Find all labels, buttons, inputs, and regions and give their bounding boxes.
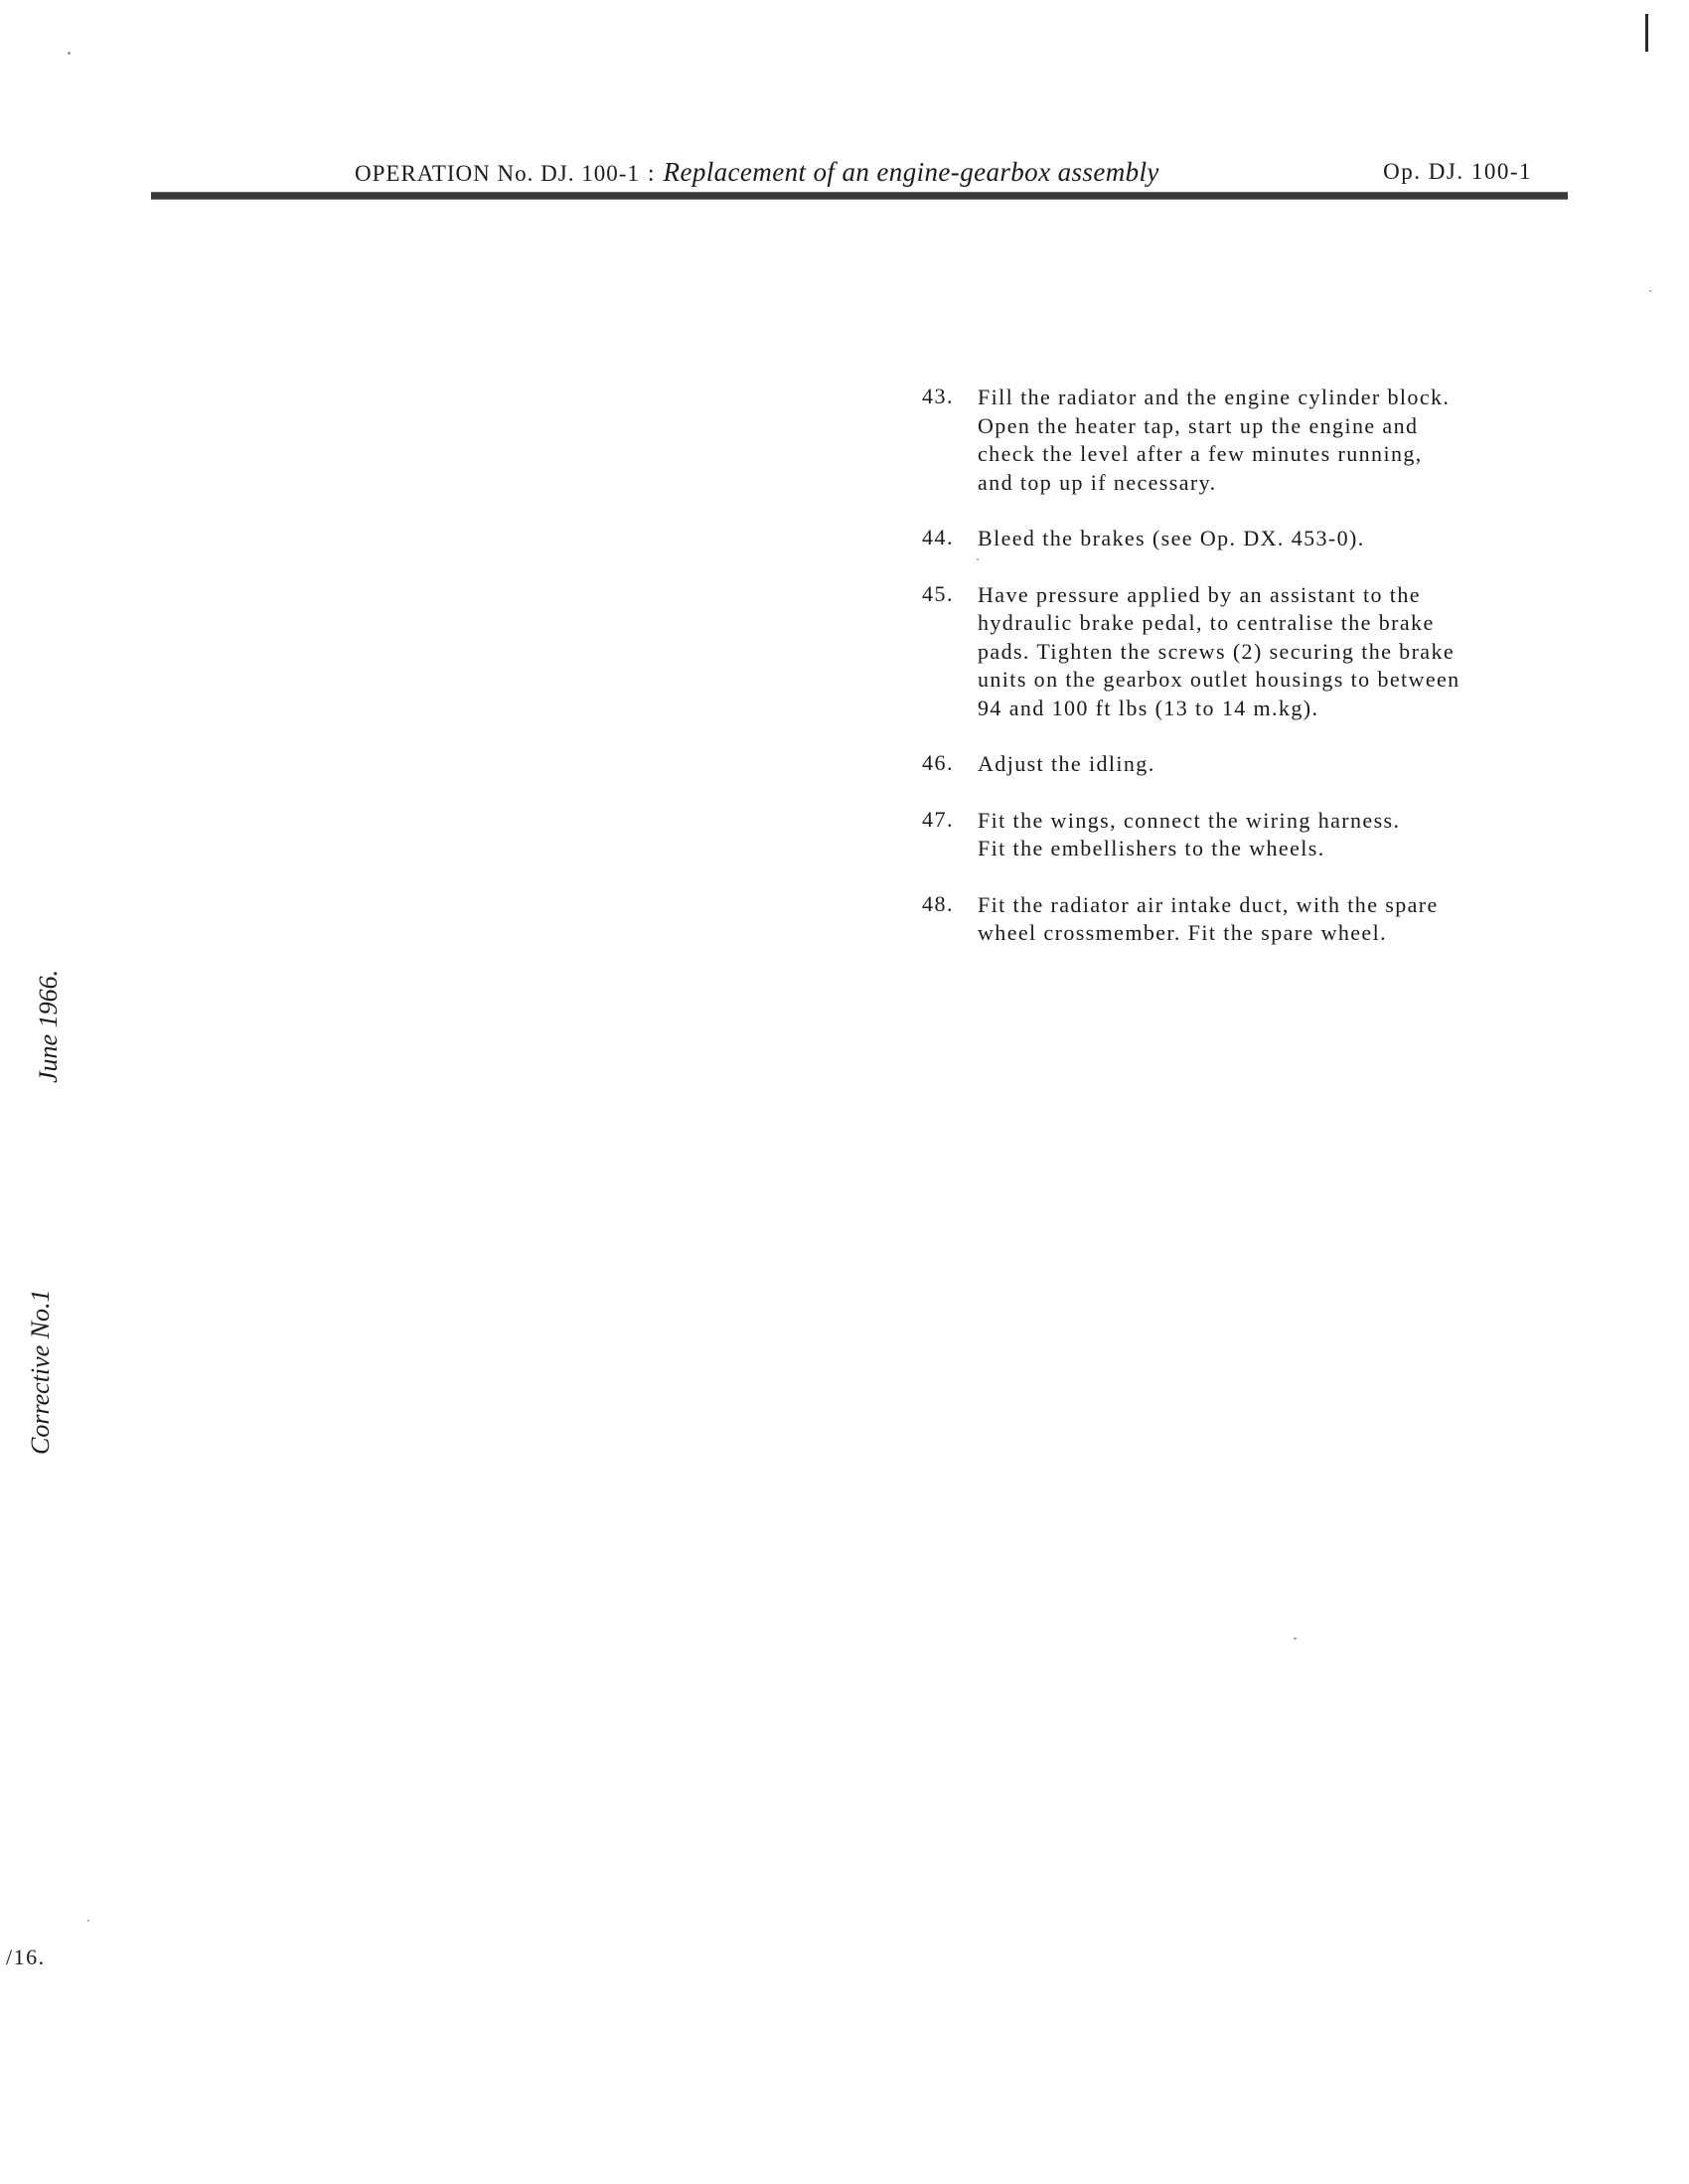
step-number: 46.: [922, 750, 954, 775]
step-text-line: Fit the radiator air intake duct, with the spare: [978, 891, 1439, 917]
operation-title: Replacement of an engine-gearbox assembly: [663, 157, 1159, 187]
scan-speck: [1294, 1638, 1297, 1639]
step-number: 44.: [922, 525, 954, 549]
step-text-line: pads. Tighten the screws (2) securing the brake: [978, 638, 1456, 664]
operation-reference: Op. DJ. 100-1: [1383, 159, 1532, 184]
step-text-line: 94 and 100 ft lbs (13 to 14 m.kg).: [978, 695, 1319, 720]
scan-speck: [1649, 290, 1651, 292]
margin-date: June 1966.: [34, 969, 63, 1083]
step-text-line: Open the heater tap, start up the engine and: [978, 412, 1419, 438]
header-rule: [151, 192, 1568, 200]
scan-speck: [977, 558, 979, 560]
step-text-line: units on the gearbox outlet housings to between: [978, 667, 1460, 692]
step-text-line: Fit the wings, connect the wiring harness.: [978, 807, 1401, 833]
step-number: 45.: [922, 580, 954, 606]
margin-corrective-note: Corrective No.1: [26, 1289, 55, 1455]
page-number: /16.: [6, 1945, 46, 1969]
step-text-line: Fit the embellishers to the wheels.: [978, 836, 1325, 860]
step-text-line: hydraulic brake pedal, to centralise the brake: [978, 610, 1435, 635]
page-header: [151, 157, 1568, 191]
step-44: [922, 525, 1598, 553]
procedure-steps: [922, 384, 1598, 976]
step-46: [922, 750, 1598, 779]
step-number: 47.: [922, 806, 954, 832]
operation-heading: [355, 157, 1159, 188]
step-45: [922, 581, 1598, 723]
step-text-line: wheel crossmember. Fit the spare wheel.: [978, 920, 1387, 945]
step-text-line: check the level after a few minutes running,: [978, 441, 1423, 466]
step-text-line: Fill the radiator and the engine cylinder block.: [978, 385, 1451, 409]
operation-label: OPERATION No. DJ. 100-1: [355, 161, 640, 186]
step-43: [922, 384, 1598, 497]
step-47: [922, 807, 1598, 863]
step-text-line: Have pressure applied by an assistant to the: [978, 581, 1421, 607]
scan-speck: [87, 1920, 89, 1922]
step-text-line: Adjust the idling.: [978, 751, 1155, 776]
step-number: 43.: [922, 384, 954, 408]
step-text-line: and top up if necessary.: [978, 469, 1217, 495]
scan-edge-mark: [1645, 14, 1648, 52]
scan-speck: [68, 52, 71, 55]
step-text-line: Bleed the brakes (see Op. DX. 453-0).: [978, 526, 1365, 550]
step-48: [922, 891, 1598, 948]
step-number: 48.: [922, 890, 954, 916]
heading-separator: :: [647, 161, 656, 187]
